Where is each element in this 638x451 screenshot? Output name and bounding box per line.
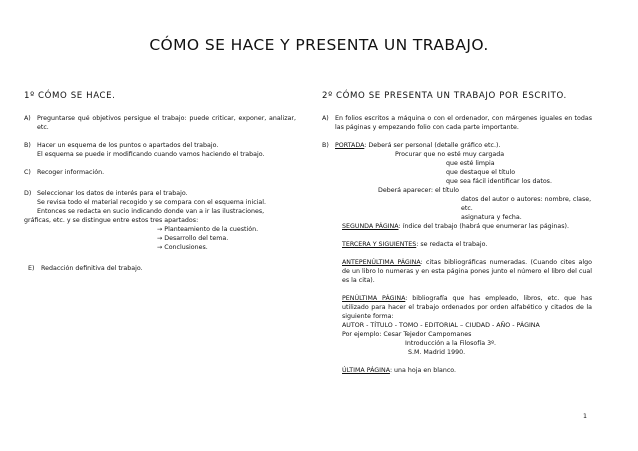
ultima-text: : una hoja en blanco.	[389, 367, 457, 374]
portada-text: : Deberá ser personal (detalle gráfico etc.).	[364, 142, 501, 149]
left-item-e	[28, 264, 296, 273]
tercera-text: : se redacta el trabajo.	[416, 241, 488, 248]
example-label: Por ejemplo: Cesar Tejedor Campomanes	[342, 331, 472, 338]
procura-item: que esté limpia	[446, 160, 495, 167]
left-item-b	[24, 141, 296, 159]
right-item-a	[322, 114, 592, 132]
arrow-icon: →	[157, 235, 163, 242]
antepenultima-title: ANTEPENÚLTIMA PÁGINA	[342, 259, 421, 266]
ultima-title: ÚLTIMA PÁGINA	[342, 367, 390, 374]
antepenultima-text: : citas bibliográficas numeradas. (Cuando cites algo de un libro lo numeras y en esta página pones junto el número el libro del cual es la cita).	[342, 259, 592, 284]
document-title: CÓMO SE HACE Y PRESENTA UN TRABAJO.	[149, 36, 489, 54]
item-text: Seleccionar los datos de interés para el trabajo.	[37, 190, 188, 197]
penultima-text: : bibliografía que has empleado, libros, etc. que has utilizado para hacer el trabajo ordenados por orden alfabético y citados de la siguiente forma:	[342, 295, 592, 320]
item-label: C)	[24, 169, 31, 176]
portada-title: PORTADA	[335, 142, 365, 149]
segunda-text: : índice del trabajo (habrá que enumerar las páginas).	[398, 223, 570, 230]
debe-line: Deberá aparecer: el título	[378, 187, 459, 194]
debe-item: datos del autor o autores: nombre, clase, etc.	[461, 196, 592, 212]
section-heading-como-se-hace: 1º CÓMO SE HACE.	[24, 91, 116, 101]
item-label: A)	[24, 115, 31, 122]
procura-item: que sea fácil identificar los datos.	[446, 178, 552, 185]
item-text: Recoger información.	[37, 169, 105, 176]
item-label: A)	[322, 115, 329, 122]
left-item-a	[24, 114, 296, 132]
item-text: El esquema se puede ir modificando cuando vamos haciendo el trabajo.	[37, 151, 265, 158]
procura-line: Procurar que no esté muy cargada	[395, 151, 505, 158]
segunda-pagina	[322, 222, 592, 231]
example-line: Introducción a la Filosofía 3º.	[405, 340, 497, 347]
item-label: B)	[322, 142, 329, 149]
left-item-c	[24, 168, 296, 177]
ultima-pagina	[322, 366, 592, 375]
item-label: E)	[28, 265, 35, 272]
left-column	[24, 92, 296, 282]
penultima-body	[342, 294, 592, 321]
bullet-text: Planteamiento de la cuestión.	[164, 226, 259, 233]
debe-item: asignatura y fecha.	[461, 214, 522, 221]
arrow-icon: →	[157, 244, 163, 251]
item-text: Entonces se redacta en sucio indicando donde van a ir las ilustraciones,	[37, 208, 265, 215]
page-number: 1	[583, 413, 588, 420]
procura-item: que destaque el título	[446, 169, 516, 176]
section-heading-como-se-presenta: 2º CÓMO SE PRESENTA UN TRABAJO POR ESCRITO.	[322, 91, 567, 101]
item-label: D)	[24, 190, 32, 197]
bullet-text: Conclusiones.	[164, 244, 208, 251]
penultima-title: PENÚLTIMA PÁGINA	[342, 295, 406, 302]
example-line: S.M. Madrid 1990.	[408, 349, 466, 356]
list-item	[37, 243, 296, 252]
bibliography-format: AUTOR - TÍTULO - TOMO - EDITORIAL – CIUDAD - AÑO - PÁGINA	[342, 322, 540, 329]
right-column	[322, 92, 592, 384]
portada-line	[335, 141, 592, 150]
antepenultima-pagina	[322, 258, 592, 285]
arrow-icon: →	[157, 226, 163, 233]
tercera-pagina	[322, 240, 592, 249]
item-text: Preguntarse qué objetivos persigue el trabajo: puede criticar, exponer, analizar, etc.	[37, 115, 296, 131]
item-text: gráficas, etc. y se distingue entre estos tres apartados:	[24, 217, 199, 224]
left-item-d	[24, 189, 296, 252]
item-text: En folios escritos a máquina o con el ordenador, con márgenes iguales en todas las páginas y empezando folio con cada parte importante.	[335, 115, 592, 131]
right-item-b	[322, 141, 592, 222]
item-text: Redacción definitiva del trabajo.	[41, 265, 143, 272]
bullet-text: Desarrollo del tema.	[164, 235, 229, 242]
item-text: Hacer un esquema de los puntos o apartados del trabajo.	[37, 142, 219, 149]
segunda-title: SEGUNDA PÁGINA	[342, 223, 399, 230]
list-item	[37, 225, 296, 234]
item-text: Se revisa todo el material recogido y se compara con el esquema inicial.	[37, 199, 267, 206]
penultima-pagina	[322, 294, 592, 357]
list-item	[37, 234, 296, 243]
tercera-title: TERCERA Y SIGUIENTES	[342, 241, 417, 248]
item-label: B)	[24, 142, 31, 149]
